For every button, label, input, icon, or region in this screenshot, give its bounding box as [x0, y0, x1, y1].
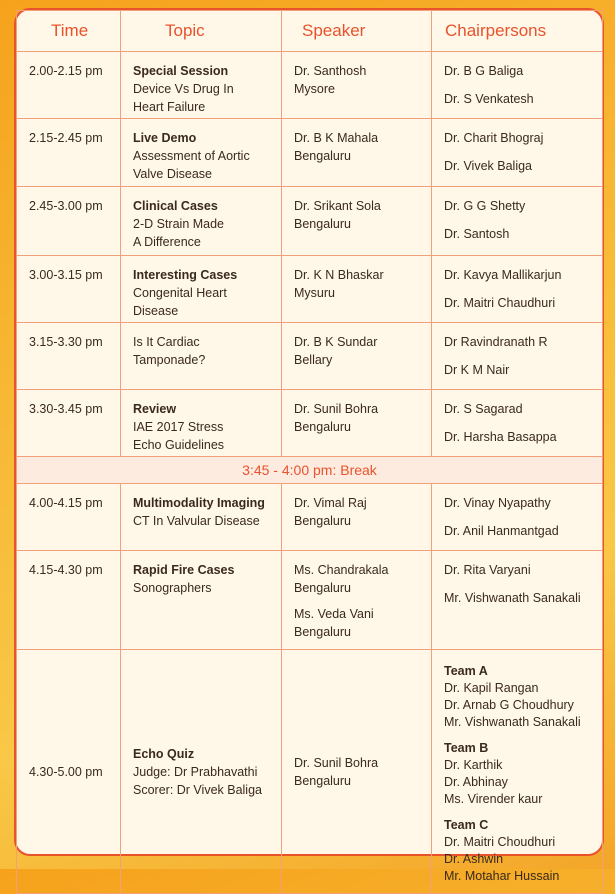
- session-time: 2.45-3.00 pm: [17, 187, 121, 256]
- session-chairpersons: [432, 551, 603, 650]
- session-speaker: [282, 52, 432, 119]
- speaker-line: Bengaluru: [294, 149, 351, 163]
- team-member: Dr. Ashwin: [444, 852, 504, 866]
- speaker-line: Bengaluru: [294, 514, 351, 528]
- session-row: [17, 484, 603, 551]
- speaker-block: [294, 266, 421, 302]
- session-chairpersons: [432, 256, 603, 323]
- session-row: [17, 256, 603, 323]
- speaker-line: Dr. Vimal Raj: [294, 496, 367, 510]
- session-chairpersons: [432, 187, 603, 256]
- session-time: 3.15-3.30 pm: [17, 323, 121, 390]
- speaker-line: Dr. Sunil Bohra: [294, 755, 379, 770]
- team-member: Dr. Abhinay: [444, 775, 508, 789]
- team-member: Dr. Arnab G Choudhury: [444, 698, 574, 712]
- chairperson-name: Dr. Maitri Chaudhuri: [444, 296, 556, 310]
- session-row: [17, 119, 603, 187]
- session-time: 3.00-3.15 pm: [17, 256, 121, 323]
- speaker-line: Ms. Veda Vani: [294, 607, 374, 621]
- topic-line: Is It Cardiac: [133, 335, 200, 349]
- speaker-block: [294, 197, 421, 233]
- schedule-panel: [14, 8, 604, 883]
- speaker-line: Bengaluru: [294, 581, 351, 595]
- header-time: Time: [17, 11, 121, 52]
- header-chairpersons: Chairpersons: [432, 11, 603, 52]
- session-time: 4.00-4.15 pm: [17, 484, 121, 551]
- team-member: Dr. Maitri Choudhuri: [444, 835, 556, 849]
- quiz-topic: [121, 650, 282, 894]
- topic-title: Echo Quiz: [133, 746, 195, 761]
- session-time: 2.15-2.45 pm: [17, 119, 121, 187]
- session-chairpersons: [432, 390, 603, 457]
- chairperson-name: Dr. Kavya Mallikarjun: [444, 268, 562, 282]
- session-topic: [121, 119, 282, 187]
- session-chairpersons: [432, 119, 603, 187]
- header-speaker: Speaker: [282, 11, 432, 52]
- speaker-line: Mysuru: [294, 286, 335, 300]
- session-chairpersons: [432, 323, 603, 390]
- session-speaker: [282, 119, 432, 187]
- topic-title: Clinical Cases: [133, 199, 218, 213]
- header-topic: Topic: [121, 11, 282, 52]
- speaker-line: Bengaluru: [294, 625, 351, 639]
- topic-title: Multimodality Imaging: [133, 496, 265, 510]
- chairperson-name: Dr. Harsha Basappa: [444, 430, 557, 444]
- session-row: [17, 323, 603, 390]
- chairperson-name: Dr. Anil Hanmantgad: [444, 524, 559, 538]
- chairperson-name: Dr. S Sagarad: [444, 402, 523, 416]
- chairperson-name: Dr. B G Baliga: [444, 64, 524, 78]
- topic-line: Heart Failure: [133, 100, 206, 114]
- session-topic: [121, 484, 282, 551]
- break-row: [17, 457, 603, 484]
- session-speaker: [282, 551, 432, 650]
- topic-line: Tamponade?: [133, 353, 206, 367]
- topic-line: Sonographers: [133, 581, 212, 595]
- quiz-teams: [432, 650, 603, 894]
- topic-line: Valve Disease: [133, 167, 212, 181]
- quiz-speaker: [282, 650, 432, 894]
- session-chairpersons: [432, 484, 603, 551]
- session-row: [17, 551, 603, 650]
- session-topic: [121, 256, 282, 323]
- topic-line: Judge: Dr Prabhavathi: [133, 764, 258, 779]
- topic-line: 2-D Strain Made: [133, 217, 225, 231]
- topic-line: Disease: [133, 304, 179, 318]
- team-member: Dr. Kapil Rangan: [444, 681, 539, 695]
- speaker-line: Dr. K N Bhaskar: [294, 268, 384, 282]
- team-members: [444, 834, 592, 885]
- session-topic: [121, 52, 282, 119]
- speaker-block: [294, 605, 421, 641]
- topic-line: Congenital Heart: [133, 286, 227, 300]
- topic-line: Assessment of Aortic: [133, 149, 250, 163]
- speaker-line: Dr. Srikant Sola: [294, 199, 381, 213]
- speaker-block: [294, 494, 421, 530]
- session-speaker: [282, 484, 432, 551]
- speaker-block: [294, 561, 421, 597]
- session-row: [17, 187, 603, 256]
- speaker-block: [294, 333, 421, 369]
- topic-line: A Difference: [133, 235, 201, 249]
- quiz-time: 4.30-5.00 pm: [17, 650, 121, 894]
- chairperson-name: Dr. S Venkatesh: [444, 92, 534, 106]
- topic-line: CT In Valvular Disease: [133, 514, 260, 528]
- speaker-line: Ms. Chandrakala: [294, 563, 389, 577]
- quiz-row: [17, 650, 603, 894]
- schedule-table: [16, 10, 603, 894]
- team-member: Mr. Motahar Hussain: [444, 869, 560, 883]
- topic-line: Scorer: Dr Vivek Baliga: [133, 782, 262, 797]
- speaker-block: [294, 62, 421, 98]
- team-member: Dr. Karthik: [444, 758, 503, 772]
- topic-line: Device Vs Drug In: [133, 82, 234, 96]
- break-text: 3:45 - 4:00 pm: Break: [17, 457, 603, 484]
- header-row: [17, 11, 603, 52]
- session-time: 2.00-2.15 pm: [17, 52, 121, 119]
- session-topic: [121, 551, 282, 650]
- team-member: Mr. Vishwanath Sanakali: [444, 715, 581, 729]
- team-members: [444, 757, 592, 808]
- session-speaker: [282, 390, 432, 457]
- chairperson-name: Dr. Rita Varyani: [444, 563, 531, 577]
- team-member: Ms. Virender kaur: [444, 792, 543, 806]
- session-row: [17, 390, 603, 457]
- chairperson-name: Dr. Vivek Baliga: [444, 159, 533, 173]
- chairperson-name: Dr. G G Shetty: [444, 199, 526, 213]
- chairperson-name: Mr. Vishwanath Sanakali: [444, 591, 581, 605]
- session-chairpersons: [432, 52, 603, 119]
- team-members: [444, 680, 592, 731]
- chairperson-name: Dr. Vinay Nyapathy: [444, 496, 551, 510]
- topic-line: IAE 2017 Stress: [133, 420, 224, 434]
- chairperson-name: Dr. Santosh: [444, 227, 510, 241]
- session-row: [17, 52, 603, 119]
- session-topic: [121, 187, 282, 256]
- session-speaker: [282, 323, 432, 390]
- session-topic: [121, 323, 282, 390]
- speaker-line: Dr. Santhosh: [294, 64, 367, 78]
- session-topic: [121, 390, 282, 457]
- speaker-line: Bengaluru: [294, 217, 351, 231]
- topic-title: Special Session: [133, 64, 229, 78]
- session-speaker: [282, 187, 432, 256]
- topic-title: Review: [133, 402, 177, 416]
- topic-title: Rapid Fire Cases: [133, 563, 235, 577]
- team-name: Team B: [444, 741, 489, 755]
- speaker-line: Dr. B K Sundar: [294, 335, 378, 349]
- speaker-line: Dr. Sunil Bohra: [294, 402, 379, 416]
- team-name: Team A: [444, 664, 488, 678]
- speaker-line: Bengaluru: [294, 420, 351, 434]
- speaker-line: Bellary: [294, 353, 333, 367]
- speaker-line: Dr. B K Mahala: [294, 131, 379, 145]
- topic-title: Live Demo: [133, 131, 197, 145]
- topic-title: Interesting Cases: [133, 268, 238, 282]
- chairperson-name: Dr. Charit Bhograj: [444, 131, 544, 145]
- speaker-block: [294, 400, 421, 436]
- speaker-block: [294, 129, 421, 165]
- chairperson-name: Dr K M Nair: [444, 363, 510, 377]
- session-speaker: [282, 256, 432, 323]
- team-name: Team C: [444, 818, 489, 832]
- session-time: 3.30-3.45 pm: [17, 390, 121, 457]
- session-time: 4.15-4.30 pm: [17, 551, 121, 650]
- chairperson-name: Dr Ravindranath R: [444, 335, 548, 349]
- speaker-line: Bengaluru: [294, 773, 351, 788]
- speaker-line: Mysore: [294, 82, 335, 96]
- topic-line: Echo Guidelines: [133, 438, 225, 452]
